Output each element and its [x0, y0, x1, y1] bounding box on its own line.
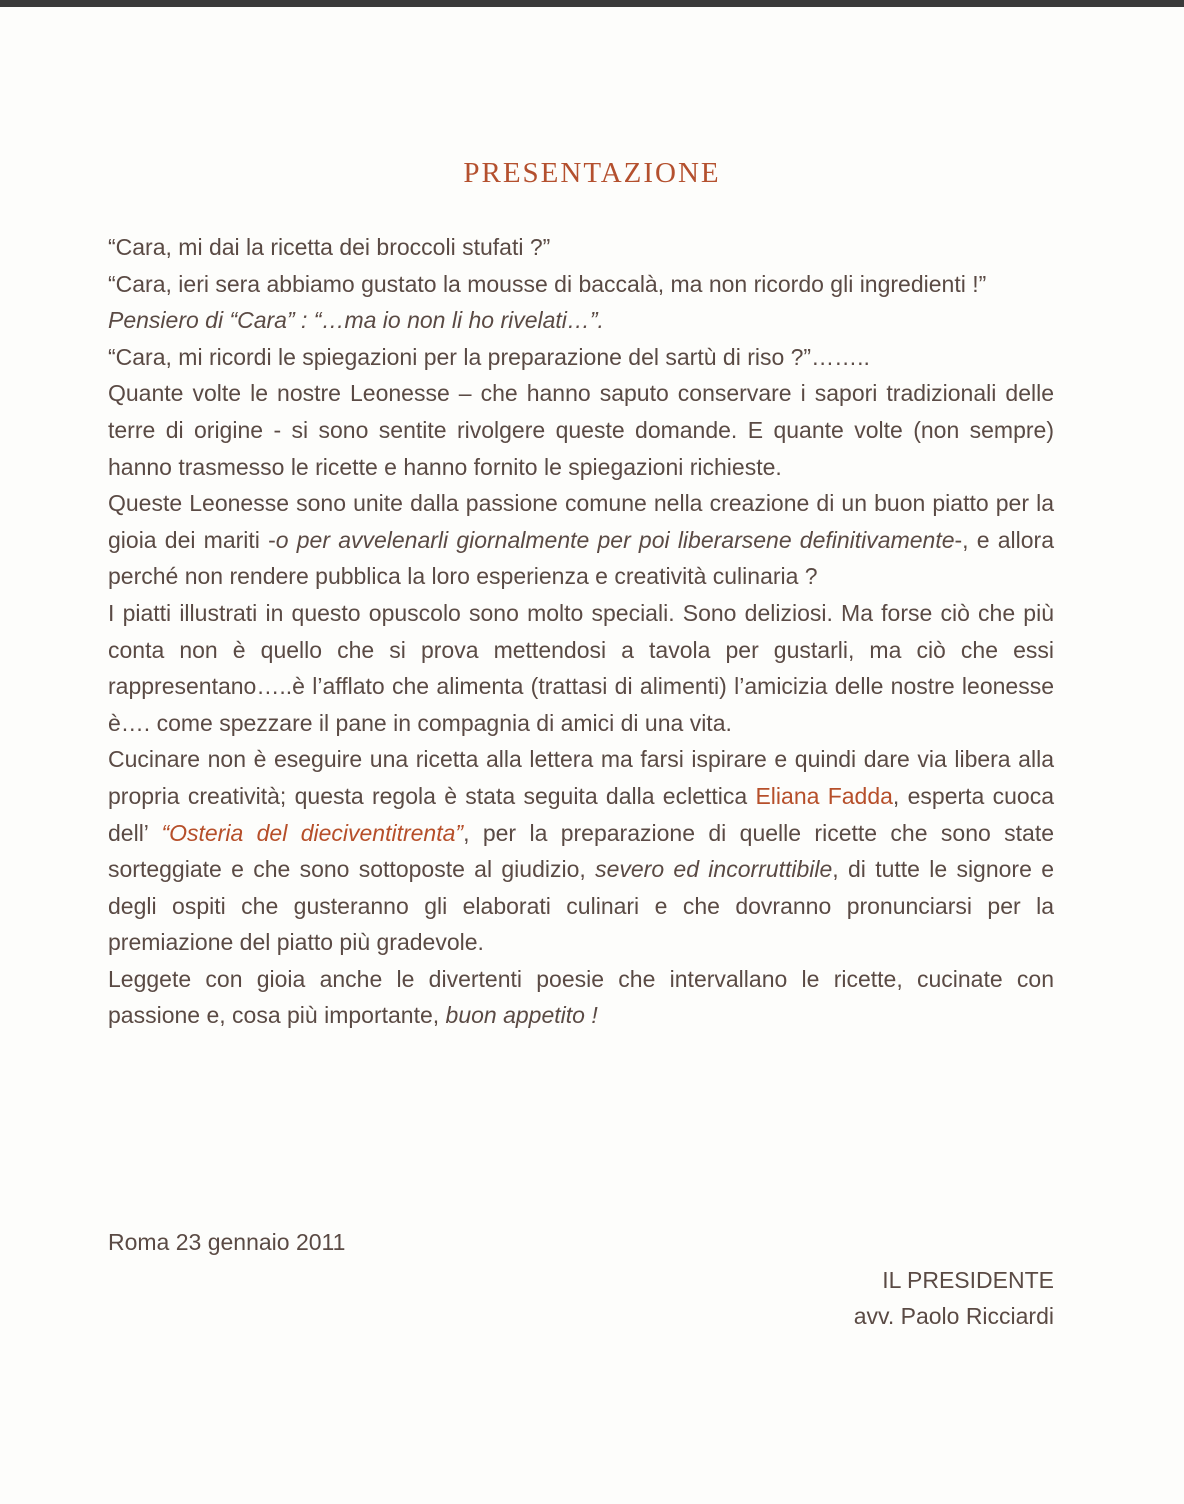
paragraph-9 — [108, 961, 1054, 1034]
paragraph-2: “Cara, ieri sera abbiamo gustato la mousse di baccalà, ma non ricordo gli ingredienti !” — [108, 270, 987, 297]
paragraph-5: Quante volte le nostre Leonesse – che hanno saputo conservare i sapori tradizionali delle terre di origine - si sono sentite rivolgere queste domande. E quante volte (non sempre) hanno trasmesso le ricette e hanno fornito le spiegazioni richieste. — [108, 380, 1054, 480]
paragraph-6 — [108, 485, 1054, 595]
page — [0, 7, 1184, 1504]
paragraph-8 — [108, 741, 1054, 961]
signature-role: IL PRESIDENTE — [882, 1267, 1054, 1293]
paragraph-4: “Cara, mi ricordi le spiegazioni per la preparazione del sartù di riso ?”…….. — [108, 343, 870, 370]
paragraph-8-part-e: , per la preparazione di quelle ricette che sono state sorteggiate e che sono sottoposte al giudizio, — [108, 819, 1055, 883]
paragraph-8-italic: severo ed incorruttibile — [595, 856, 833, 883]
document-date: Roma 23 gennaio 2011 — [108, 1229, 346, 1255]
paragraph-3: Pensiero di “Cara” : “…ma io non li ho rivelati…”. — [108, 307, 604, 334]
paragraph-8-part-a: Cucinare non è eseguire una ricetta alla lettera ma farsi ispirare e quindi dare via libera alla propria creatività; questa regola è stata seguita dalla eclettica — [108, 746, 1054, 809]
chef-name: Eliana Fadda — [755, 782, 893, 809]
signature-block — [854, 1262, 1054, 1334]
restaurant-name: “Osteria del dieciventitrenta” — [161, 819, 464, 846]
signature-name: avv. Paolo Ricciardi — [853, 1303, 1054, 1329]
paragraph-9-part-a: Leggete con gioia anche le divertenti poesie che intervallano le ricette, cucinate con passione e, cosa più importante, — [108, 965, 1054, 1029]
paragraph-1: “Cara, mi dai la ricetta dei broccoli stufati ?” — [108, 234, 551, 260]
paragraph-6-italic: o per avvelenarli giornalmente per poi liberarsene definitivamente — [275, 526, 955, 553]
paragraph-7: I piatti illustrati in questo opuscolo sono molto speciali. Sono deliziosi. Ma forse ciò che più conta non è quello che si prova mettendosi a tavola per gustarli, ma ciò che essi rappresentano…..è l’afflato che alimenta (trattasi di alimenti) l’amicizia delle nostre leonesse è…. come spezzare il pane in compagnia di amici di una vita. — [108, 599, 1054, 736]
paragraph-6-part-c: -, e allora perché non rendere pubblica la loro esperienza e creatività culinaria ? — [108, 526, 1055, 590]
scan-top-edge — [0, 0, 1184, 7]
paragraph-6-part-a: Queste Leonesse sono unite dalla passione comune nella creazione di un buon piatto per la gioia dei mariti - — [108, 490, 1054, 553]
paragraph-8-part-g: , di tutte le signore e degli ospiti che gusteranno gli elaborati culinari e che dovranno pronunciarsi per la premiazione del piatto più gradevole. — [108, 856, 1054, 956]
paragraph-8-part-c: , esperta cuoca dell’ — [108, 782, 1054, 846]
body-text — [108, 229, 1054, 1034]
closing-wish: buon appetito ! — [445, 1002, 598, 1029]
page-title: PRESENTAZIONE — [463, 157, 721, 189]
